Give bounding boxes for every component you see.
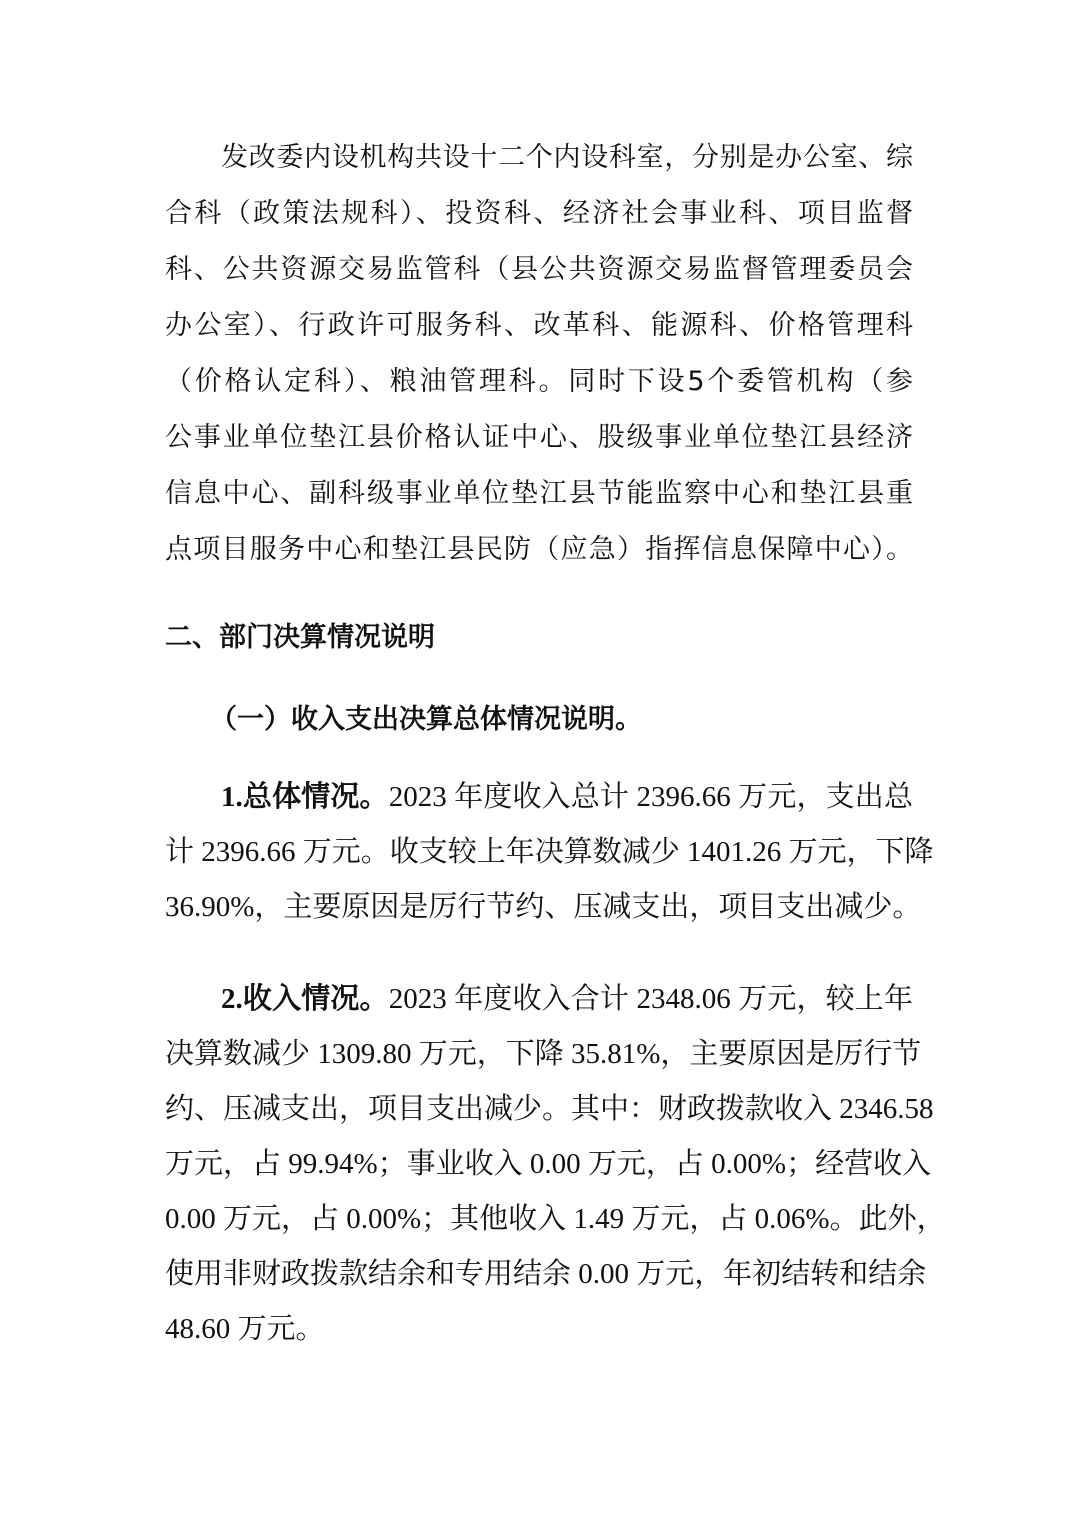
text-line: 合科（政策法规科）、投资科、经济社会事业科、项目监督: [165, 198, 913, 229]
text-line: 办公室）、行政许可服务科、改革科、能源科、价格管理科: [165, 310, 913, 341]
text-line: 0.00 万元，占 0.00%；其他收入 1.49 万元，占 0.06%。此外，: [165, 1203, 946, 1235]
text-line: [165, 972, 913, 1027]
text-line: 约、压减支出，项目支出减少。其中：财政拨款收入 2346.58: [165, 1093, 934, 1125]
text-line: 信息中心、副科级事业单位垫江县节能监察中心和垫江县重: [165, 478, 913, 509]
text-line: 万元，占 99.94%；事业收入 0.00 万元，占 0.00%；经营收入: [165, 1148, 932, 1180]
text-line: [165, 770, 913, 825]
text-line: 发改委内设机构共设十二个内设科室，分别是办公室、综: [221, 142, 913, 173]
text-line: 48.60 万元。: [165, 1313, 325, 1345]
text-line: 决算数减少 1309.80 万元，下降 35.81%，主要原因是厉行节: [165, 1038, 922, 1070]
paragraph-lead: 2.收入情况。: [221, 983, 389, 1015]
text-line: 点项目服务中心和垫江县民防（应急）指挥信息保障中心）。: [165, 534, 913, 565]
text-span: 2023 年度收入总计 2396.66 万元，支出总: [388, 781, 913, 813]
income-paragraph: [165, 972, 946, 1357]
overall-paragraph: [165, 770, 934, 935]
paragraph-lead: 1.总体情况。: [221, 781, 389, 813]
intro-paragraph: [165, 130, 913, 578]
text-line: 公事业单位垫江县价格认证中心、股级事业单位垫江县经济: [165, 422, 913, 453]
section-heading: 二、部门决算情况说明: [165, 622, 435, 653]
text-line: 使用非财政拨款结余和专用结余 0.00 万元，年初结转和结余: [165, 1258, 927, 1290]
subsection-heading: （一）收入支出决算总体情况说明。: [210, 704, 642, 735]
text-line: 科、公共资源交易监管科（县公共资源交易监督管理委员会: [165, 254, 913, 285]
text-line: 36.90%，主要原因是厉行节约、压减支出，项目支出减少。: [165, 891, 922, 923]
text-line: （价格认定科）、粮油管理科。同时下设5个委管机构（参: [165, 366, 913, 397]
text-span: 2023 年度收入合计 2348.06 万元，较上年: [388, 983, 913, 1015]
text-line: 计 2396.66 万元。收支较上年决算数减少 1401.26 万元，下降: [165, 836, 934, 868]
